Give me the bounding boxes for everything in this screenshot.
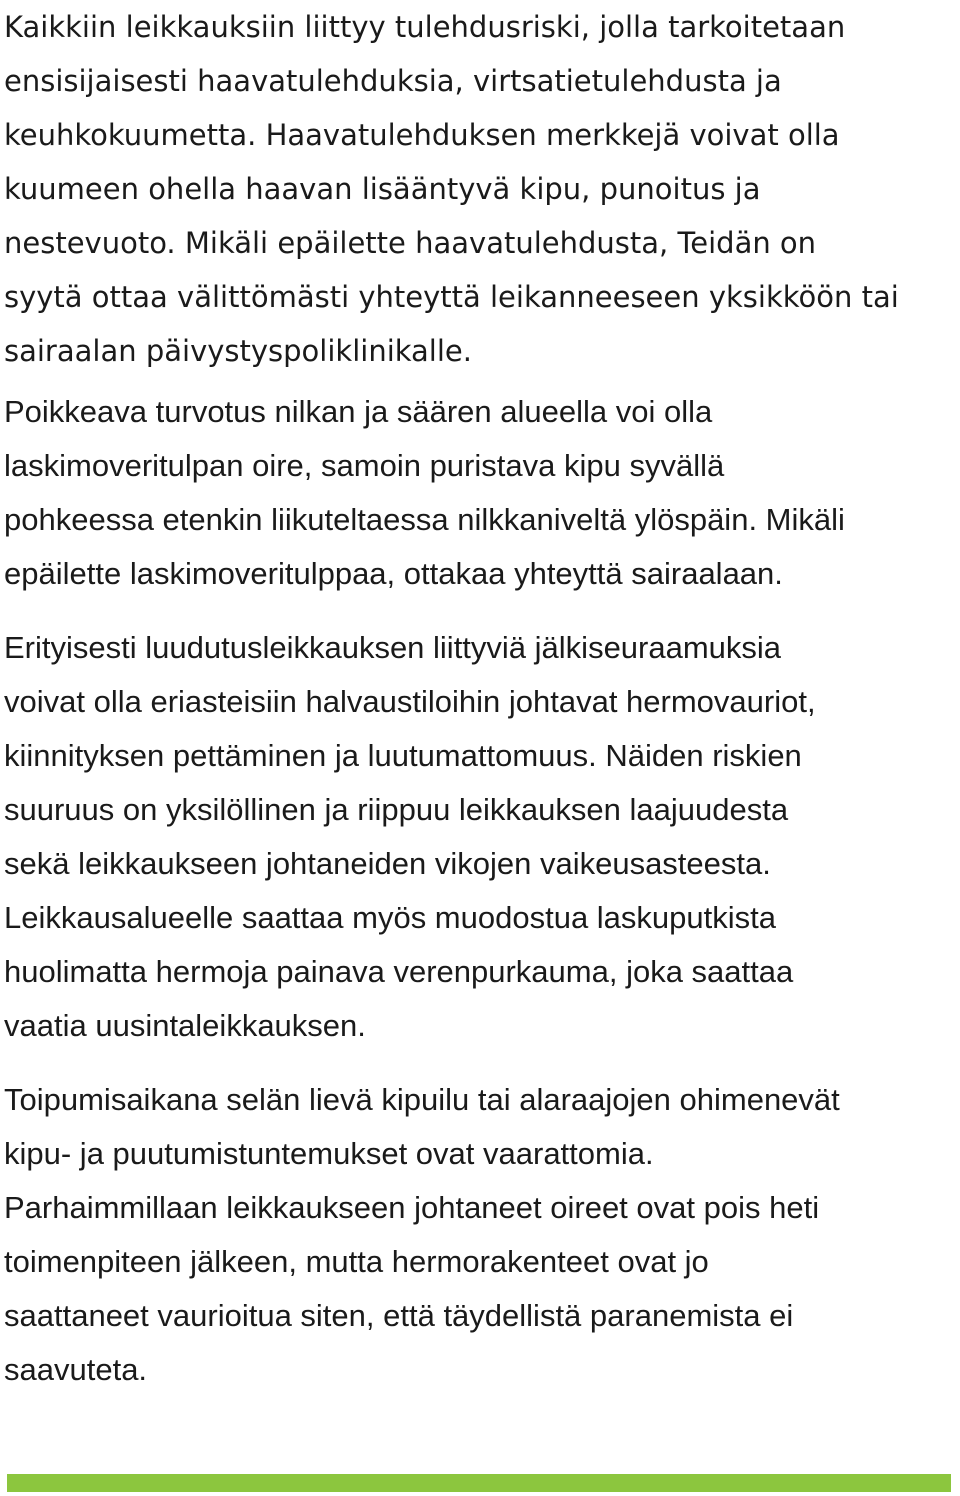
text-line: kuumeen ohella haavan lisääntyvä kipu, punoitus ja bbox=[4, 172, 761, 206]
text-line: Leikkausalueelle saattaa myös muodostua laskuputkista bbox=[4, 900, 777, 935]
paragraph-infection-risk bbox=[4, 0, 960, 378]
text-line: Kaikkiin leikkauksiin liittyy tulehdusriski, jolla tarkoitetaan bbox=[4, 10, 846, 44]
text-line: Erityisesti luudutusleikkauksen liittyviä jälkiseuraamuksia bbox=[4, 630, 782, 665]
text-line: saattaneet vaurioitua siten, että täydellistä paranemista ei bbox=[4, 1298, 794, 1333]
text-line: vaatia uusintaleikkauksen. bbox=[4, 1008, 366, 1043]
text-line: laskimoveritulpan oire, samoin puristava kipu syvällä bbox=[4, 448, 725, 483]
text-line: suuruus on yksilöllinen ja riippuu leikkauksen laajuudesta bbox=[4, 792, 789, 827]
paragraph-recovery bbox=[4, 1073, 960, 1397]
text-line: huolimatta hermoja painava verenpurkauma, joka saattaa bbox=[4, 954, 794, 989]
text-line: syytä ottaa välittömästi yhteyttä leikanneeseen yksikköön tai bbox=[4, 280, 899, 314]
text-line: pohkeessa etenkin liikuteltaessa nilkkaniveltä ylöspäin. Mikäli bbox=[4, 502, 845, 537]
text-line: Parhaimmillaan leikkaukseen johtaneet oireet ovat pois heti bbox=[4, 1190, 820, 1225]
text-line: keuhkokuumetta. Haavatulehduksen merkkejä voivat olla bbox=[4, 118, 840, 152]
text-line: voivat olla eriasteisiin halvaustiloihin johtavat hermovauriot, bbox=[4, 684, 816, 719]
text-line: sekä leikkaukseen johtaneiden vikojen vaikeusasteesta. bbox=[4, 846, 771, 881]
text-line: Toipumisaikana selän lievä kipuilu tai alaraajojen ohimenevät bbox=[4, 1082, 840, 1117]
text-line: epäilette laskimoveritulppaa, ottakaa yhteyttä sairaalaan. bbox=[4, 556, 783, 591]
text-line: sairaalan päivystyspoliklinikalle. bbox=[4, 334, 472, 368]
text-line: kipu- ja puutumistuntemukset ovat vaarattomia. bbox=[4, 1136, 654, 1171]
paragraph-thrombosis bbox=[4, 385, 960, 601]
text-line: Poikkeava turvotus nilkan ja säären alueella voi olla bbox=[4, 394, 713, 429]
text-line: toimenpiteen jälkeen, mutta hermorakenteet ovat jo bbox=[4, 1244, 709, 1279]
paragraph-fusion-complications bbox=[4, 621, 960, 1053]
text-line: nestevuoto. Mikäli epäilette haavatulehdusta, Teidän on bbox=[4, 226, 817, 260]
footer-divider-bar bbox=[7, 1474, 951, 1492]
text-line: saavuteta. bbox=[4, 1352, 148, 1387]
text-line: kiinnityksen pettäminen ja luutumattomuus. Näiden riskien bbox=[4, 738, 802, 773]
text-line: ensisijaisesti haavatulehduksia, virtsatietulehdusta ja bbox=[4, 64, 782, 98]
